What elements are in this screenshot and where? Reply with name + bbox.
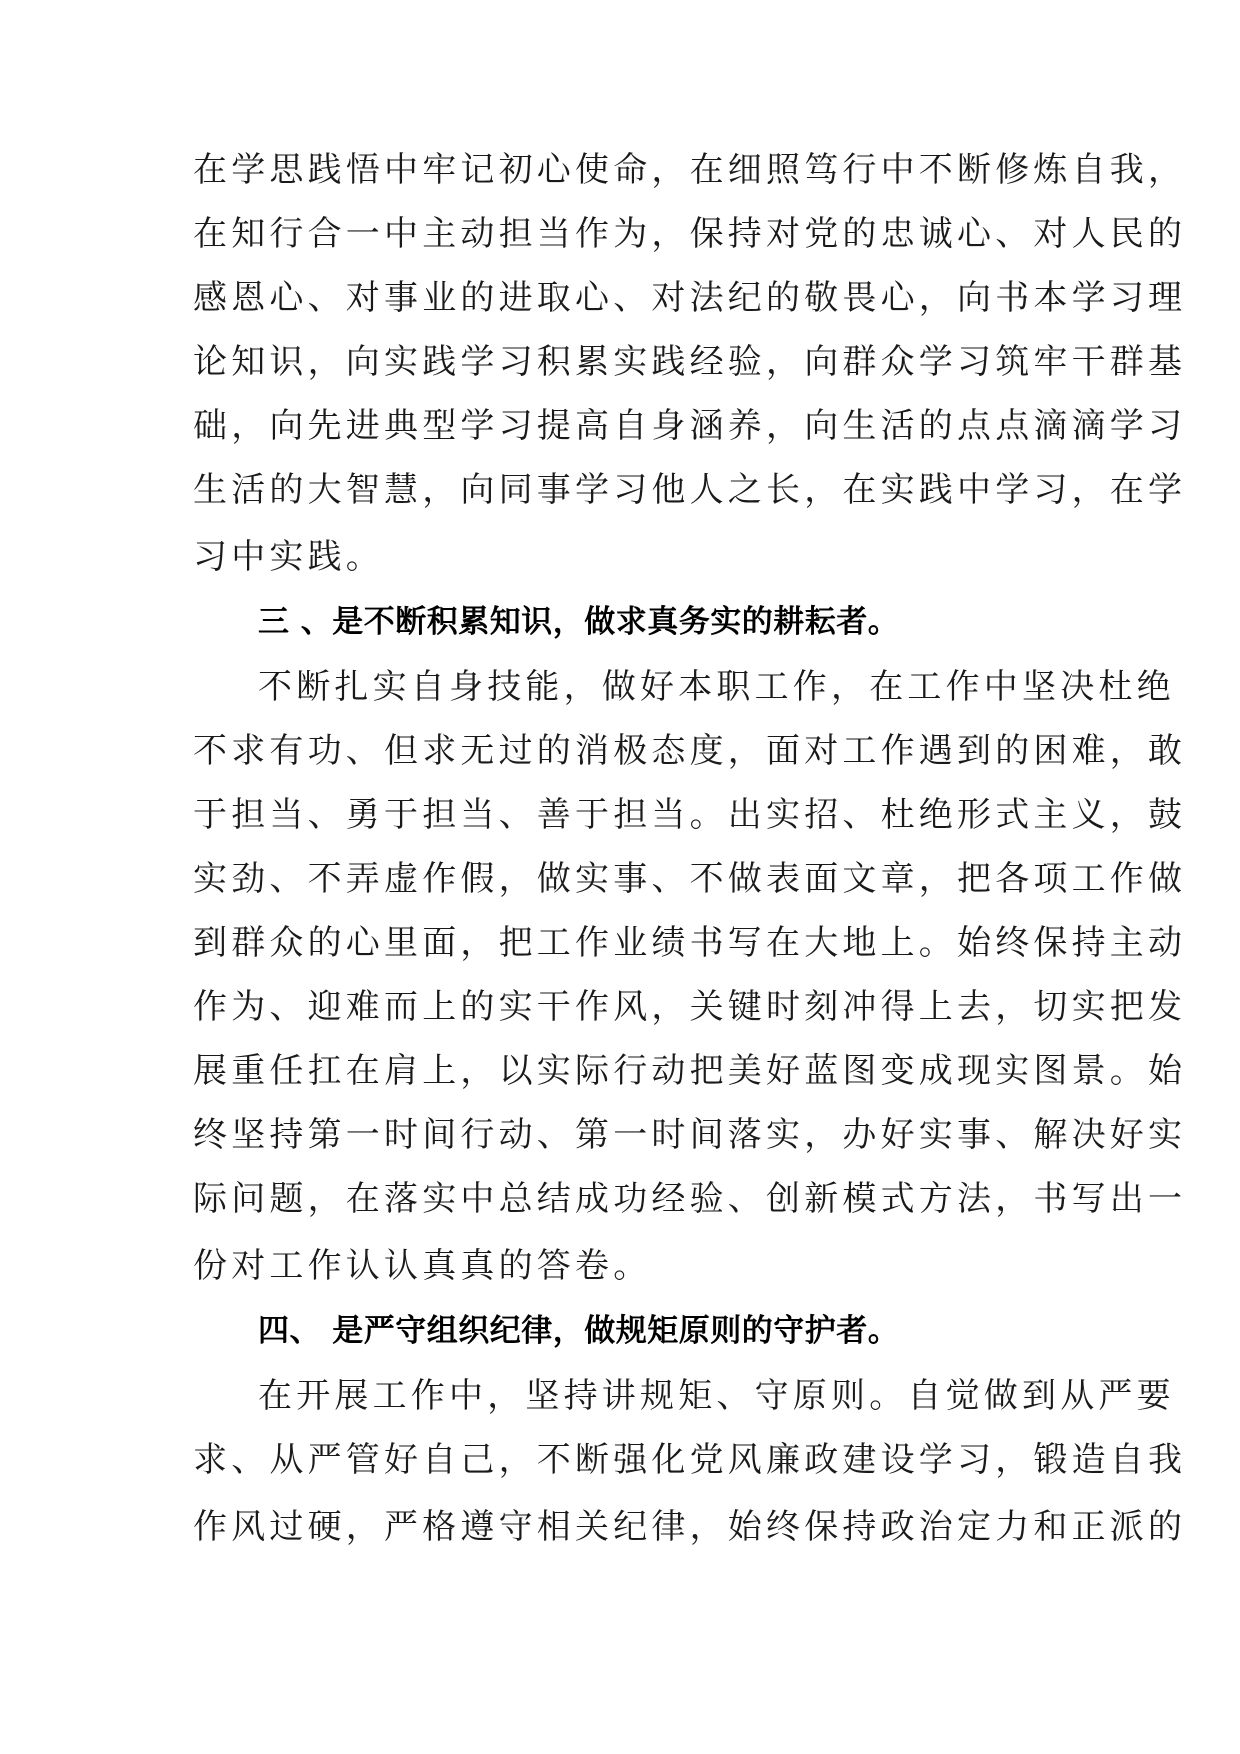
section-heading: 四、 是严守组织纪律，做规矩原则的守护者。 xyxy=(258,1313,900,1349)
paragraph-line: 到群众的心里面，把工作业绩书写在大地上。始终保持主动 xyxy=(193,923,1187,963)
paragraph-line: 感恩心、对事业的进取心、对法纪的敬畏心，向书本学习理 xyxy=(193,278,1187,318)
paragraph-line: 展重任扛在肩上，以实际行动把美好蓝图变成现实图景。始 xyxy=(193,1051,1187,1091)
paragraph-line: 在知行合一中主动担当作为，保持对党的忠诚心、对人民的 xyxy=(193,214,1187,254)
paragraph-line: 在开展工作中，坚持讲规矩、守原则。自觉做到从严要 xyxy=(258,1376,1175,1416)
paragraph-line: 不断扎实自身技能，做好本职工作，在工作中坚决杜绝 xyxy=(258,667,1175,707)
paragraph-line: 终坚持第一时间行动、第一时间落实，办好实事、解决好实 xyxy=(193,1115,1187,1155)
paragraph-line: 际问题，在落实中总结成功经验、创新模式方法，书写出一 xyxy=(193,1179,1187,1219)
paragraph-line: 份对工作认认真真的答卷。 xyxy=(193,1246,652,1286)
paragraph-line: 础，向先进典型学习提高自身涵养，向生活的点点滴滴学习 xyxy=(193,406,1187,446)
paragraph-line: 作风过硬，严格遵守相关纪律，始终保持政治定力和正派的 xyxy=(193,1507,1187,1547)
paragraph-line: 实劲、不弄虚作假，做实事、不做表面文章，把各项工作做 xyxy=(193,859,1187,899)
paragraph-line: 于担当、勇于担当、善于担当。出实招、杜绝形式主义，鼓 xyxy=(193,795,1187,835)
paragraph-line: 习中实践。 xyxy=(193,537,384,577)
paragraph-line: 在学思践悟中牢记初心使命，在细照笃行中不断修炼自我， xyxy=(193,150,1187,190)
paragraph-line: 求、从严管好自己，不断强化党风廉政建设学习，锻造自我 xyxy=(193,1440,1187,1480)
section-heading: 三 、是不断积累知识，做求真务实的耕耘者。 xyxy=(258,604,900,640)
paragraph-line: 论知识，向实践学习积累实践经验，向群众学习筑牢干群基 xyxy=(193,342,1187,382)
paragraph-line: 不求有功、但求无过的消极态度，面对工作遇到的困难，敢 xyxy=(193,731,1187,771)
paragraph-line: 生活的大智慧，向同事学习他人之长，在实践中学习，在学 xyxy=(193,470,1187,510)
paragraph-line: 作为、迎难而上的实干作风，关键时刻冲得上去，切实把发 xyxy=(193,987,1187,1027)
